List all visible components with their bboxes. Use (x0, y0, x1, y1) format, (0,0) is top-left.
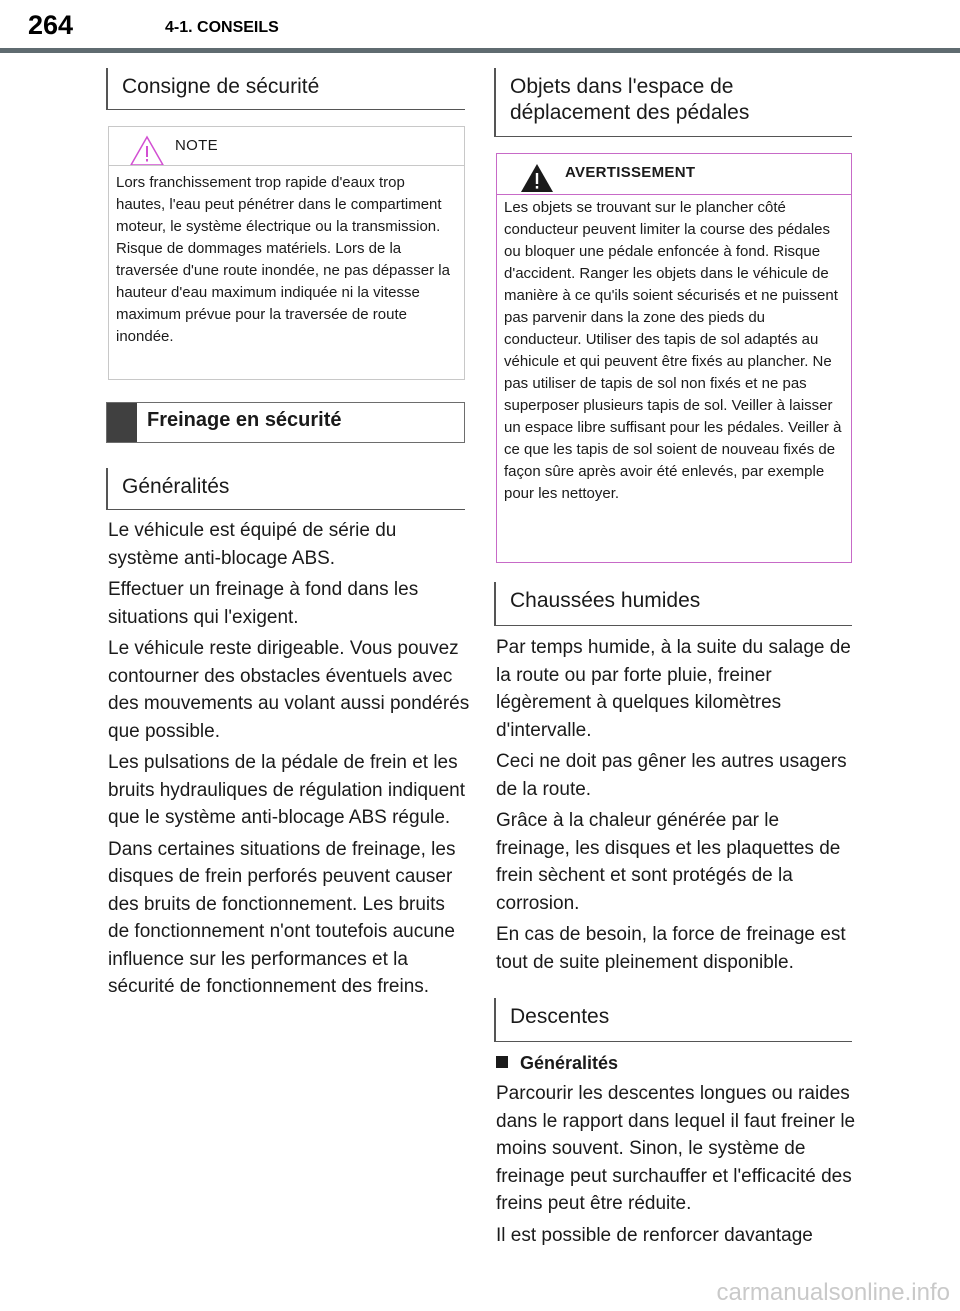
wet-body (496, 634, 856, 980)
header-rule (0, 48, 960, 53)
paragraph: Parcourir les descentes longues ou raides dans le rapport dans lequel il faut freiner le moins souvent. Sinon, le système de freinage peut surchauffer et l'efficacité des freins peut être réduite. (496, 1083, 856, 1214)
paragraph: Le véhicule reste dirigeable. Vous pouvez contourner des obstacles éventuels avec des mouvements au volant aussi pondérés que possible. (108, 638, 470, 742)
paragraph: Les pulsations de la pédale de frein et les bruits hydrauliques de régulation indiquent que le système anti-blocage ABS régule. (108, 752, 466, 828)
note-panel (108, 126, 465, 380)
heading-descentes (494, 998, 852, 1042)
heading-consigne-text: Consigne de sécurité (122, 75, 320, 98)
warning-divider (497, 194, 851, 195)
section-marker (107, 403, 137, 442)
page-number: 264 (28, 10, 74, 40)
descent-body (496, 1080, 856, 1253)
note-text: Lors franchissement trop rapide d'eaux trop hautes, l'eau peut pénétrer dans le compartiment moteur, le système électrique ou la transmission. Risque de dommages matériels. Lors de la traversée d'une route inondée, ne pas dépasser la hauteur d'eau maximum indiquée ni la vitesse maximum prévue pour la traversée de route inondée. (116, 174, 450, 345)
subheading-text: Généralités (520, 1053, 619, 1073)
paragraph: Par temps humide, à la suite du salage de la route ou par forte pluie, freiner légèrement à quelques kilomètres d'intervalle. (496, 637, 851, 741)
warning-text: Les objets se trouvant sur le plancher côté conducteur peuvent limiter la course des pédales ou bloquer une pédale enfoncée à fond. Risque d'accident. Ranger les objets dans le véhicule de manière à ce qu'ils soient sécurisés et ne puissent pas parvenir dans la zone des pieds du conducteur. Utiliser des tapis de sol adaptés au véhicule et qui peuvent être fixés au plancher. Ne pas utiliser de tapis de sol non fixés et ne pas superposer plusieurs tapis de sol. Veiller à laisser un espace libre suffisant pour les pédales. Veiller à ce que les tapis de sol soient de nouveau fixés de façon sûre après avoir été enlevés, par exemple pour les nettoyer. (504, 199, 842, 502)
heading-descentes-text: Descentes (510, 1005, 610, 1028)
heading-generalites-text: Généralités (122, 475, 230, 498)
heading-generalites (106, 468, 465, 510)
heading-chaussees-text: Chaussées humides (510, 589, 701, 612)
section-freinage-title: Freinage en sécurité (147, 409, 342, 431)
paragraph: Effectuer un freinage à fond dans les situations qui l'exigent. (108, 579, 419, 628)
paragraph: Grâce à la chaleur générée par le freinage, les disques et les plaquettes de frein sèchent et sont protégés de la corrosion. (496, 810, 841, 914)
warning-label: AVERTISSEMENT (565, 164, 696, 181)
heading-objets-text: Objets dans l'espace de déplacement des pédales (510, 75, 750, 124)
note-divider (109, 165, 464, 166)
subheading-generalites (496, 1053, 618, 1074)
paragraph: Il est possible de renforcer davantage (496, 1224, 813, 1246)
note-label: NOTE (175, 137, 218, 154)
section-freinage (106, 402, 465, 443)
paragraph: Dans certaines situations de freinage, les disques de frein perforés peuvent causer des bruits de fonctionnement. Les bruits de fonctionnement n'ont toutefois aucune influence sur les performances et la sécurité de fonctionnement des freins. (108, 838, 456, 997)
heading-consigne (106, 68, 465, 110)
left-body (108, 517, 470, 1005)
watermark: carmanualsonline.info (716, 1279, 950, 1306)
heading-objets (494, 68, 852, 137)
chapter-title: 4-1. CONSEILS (165, 19, 279, 36)
paragraph: Le véhicule est équipé de série du système anti-blocage ABS. (108, 520, 397, 569)
heading-chaussees (494, 582, 852, 626)
square-bullet-icon (496, 1056, 508, 1068)
caution-icon (129, 135, 165, 172)
paragraph: Ceci ne doit pas gêner les autres usagers de la route. (496, 751, 847, 800)
paragraph: En cas de besoin, la force de freinage est tout de suite pleinement disponible. (496, 924, 846, 973)
warning-panel (496, 153, 852, 563)
